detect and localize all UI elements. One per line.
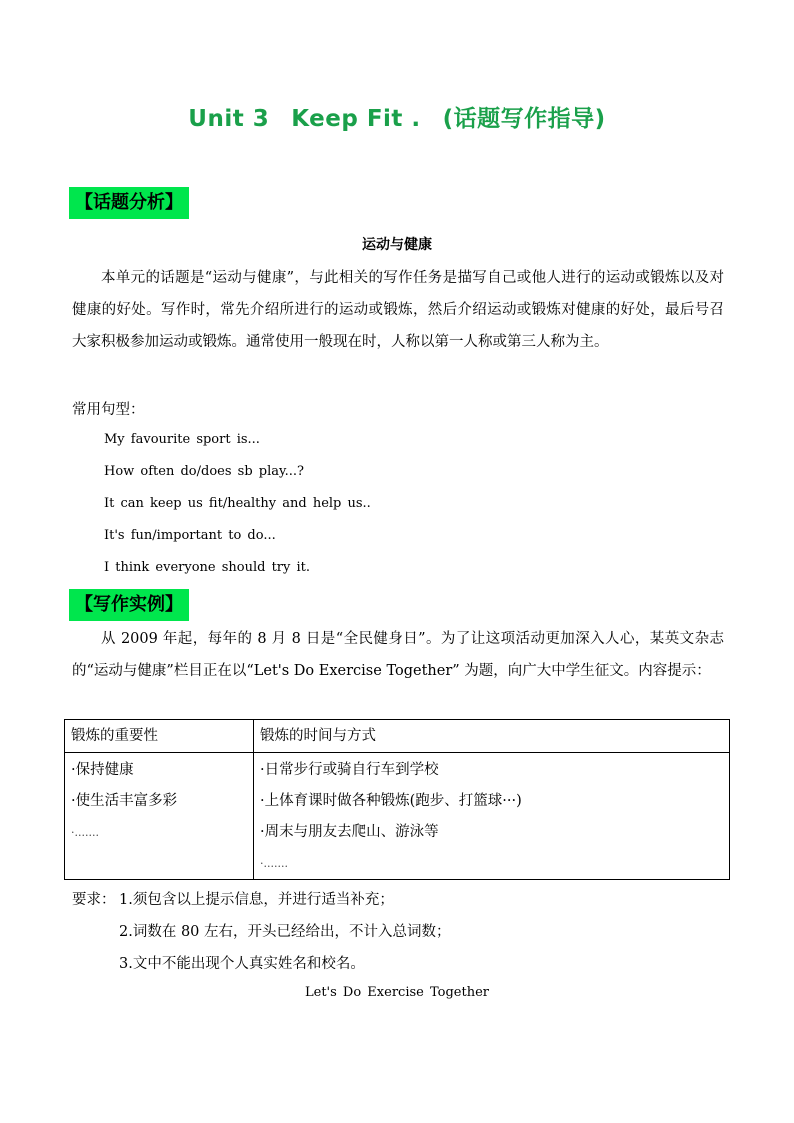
table-row <box>65 753 730 880</box>
title-topic: Keep Fit . <box>291 106 421 132</box>
hints-table <box>64 719 730 880</box>
pattern-sentence: It's fun/important to do... <box>104 528 276 543</box>
pattern-sentence: My favourite sport is... <box>104 432 260 447</box>
list-item: ·使生活丰富多彩 <box>71 793 178 809</box>
patterns-label: 常用句型： <box>72 402 145 418</box>
section-tag-topic-analysis: 【话题分析】 <box>69 187 189 219</box>
topic-subheading: 运动与健康 <box>362 237 432 253</box>
requirement-item: 1.须包含以上提示信息，并进行适当补充； <box>119 892 394 908</box>
pattern-sentence: I think everyone should try it. <box>104 560 311 575</box>
table-header-cell: 锻炼的重要性 <box>65 720 254 753</box>
requirement-item: 3.文中不能出现个人真实姓名和校名。 <box>119 956 365 972</box>
list-item: ·周末与朋友去爬山、游泳等 <box>260 824 439 840</box>
table-cell-importance <box>65 753 254 880</box>
essay-title: Let's Do Exercise Together <box>305 985 489 1000</box>
requirements-label: 要求： <box>72 892 116 908</box>
page-title <box>0 100 794 133</box>
topic-analysis-paragraph: 本单元的话题是“运动与健康”，与此相关的写作任务是描写自己或他人进行的运动或锻炼以及对健康的好处。写作时，常先介绍所进行的运动或锻炼，然后介绍运动或锻炼对健康的好处，最后号召大家积极参加运动或锻炼。通常使用一般现在时，人称以第一人称或第三人称为主。 <box>72 270 724 350</box>
pattern-sentence: How often do/does sb play...? <box>104 464 304 479</box>
list-item: ·....... <box>71 826 99 839</box>
pattern-sentence: It can keep us fit/healthy and help us.. <box>104 496 371 511</box>
requirement-item: 2.词数在 80 左右，开头已经给出，不计入总词数； <box>119 924 451 940</box>
section-tag-writing-example: 【写作实例】 <box>69 589 189 621</box>
writing-example-paragraph: 从 2009 年起，每年的 8 月 8 日是“全民健身日”。为了让这项活动更加深入人心，某英文杂志的“运动与健康”栏目正在以“Let's Do Exercise Together” 为题，向广大中学生征文。内容提示： <box>72 631 724 679</box>
list-item: ·保持健康 <box>71 762 134 778</box>
list-item: ·....... <box>260 857 288 870</box>
table-header-cell: 锻炼的时间与方式 <box>254 720 730 753</box>
list-item: ·上体育课时做各种锻炼(跑步、打篮球···) <box>260 793 522 809</box>
title-guide: (话题写作指导) <box>442 106 606 132</box>
table-cell-time-and-way <box>254 753 730 880</box>
list-item: ·日常步行或骑自行车到学校 <box>260 762 439 778</box>
table-header-row <box>65 720 730 753</box>
title-unit: Unit 3 <box>188 106 270 132</box>
